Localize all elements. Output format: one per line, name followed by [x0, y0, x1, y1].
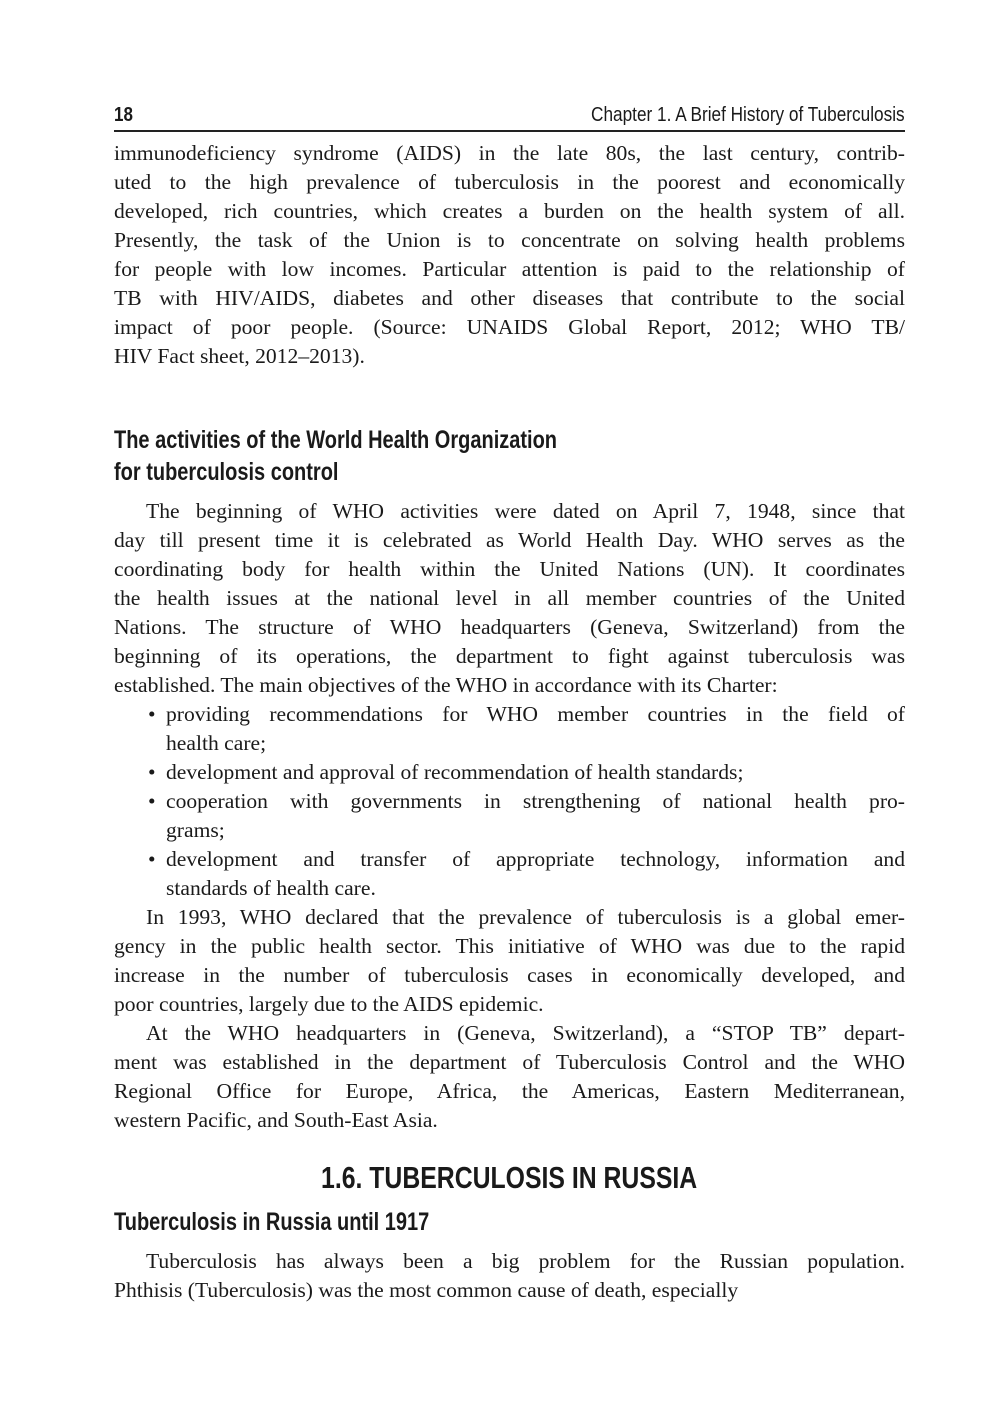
- paragraph-line: [114, 555, 905, 584]
- line-text: impact of poor people. (Source: UNAIDS Global Report, 2012; WHO TB/: [114, 315, 905, 339]
- line-text: In 1993, WHO declared that the prevalence of tuberculosis is a global emer-: [146, 905, 905, 929]
- paragraph-line: [114, 226, 905, 255]
- paragraph-line: [114, 903, 905, 932]
- line-text: standards of health care.: [166, 876, 376, 900]
- page-number: 18: [114, 104, 133, 126]
- paragraph-line: [114, 197, 905, 226]
- line-text: poor countries, largely due to the AIDS epidemic.: [114, 992, 544, 1016]
- paragraph-line: [114, 671, 905, 700]
- bullet-item-line: [114, 787, 905, 816]
- paragraph-russia: [114, 1247, 905, 1305]
- paragraph-line: [114, 990, 905, 1019]
- line-text: At the WHO headquarters in (Geneva, Switzerland), a “STOP TB” depart-: [146, 1021, 905, 1045]
- header-rule: [114, 130, 905, 132]
- line-text: western Pacific, and South-East Asia.: [114, 1108, 438, 1132]
- paragraph-line: [114, 139, 905, 168]
- paragraph-aids: [114, 139, 905, 371]
- section-title: 1.6. TUBERCULOSIS IN RUSSIA: [321, 1160, 698, 1195]
- line-text: cooperation with governments in strengthening of national health pro-: [166, 789, 905, 813]
- paragraph-line: [114, 1247, 905, 1276]
- line-text: Regional Office for Europe, Africa, the Americas, Eastern Mediterranean,: [114, 1079, 905, 1103]
- paragraph-line: [114, 497, 905, 526]
- line-text: TB with HIV/AIDS, diabetes and other diseases that contribute to the social: [114, 286, 905, 310]
- line-text: for people with low incomes. Particular attention is paid to the relationship of: [114, 257, 905, 281]
- running-title: Chapter 1. A Brief History of Tuberculosis: [591, 104, 905, 126]
- heading-who-activities-line1: The activities of the World Health Organization: [114, 426, 558, 454]
- heading-who-activities-line2: for tuberculosis control: [114, 458, 339, 486]
- line-text: Tuberculosis has always been a big problem for the Russian population.: [146, 1249, 905, 1273]
- paragraph-line: [114, 1077, 905, 1106]
- paragraph-line: [114, 255, 905, 284]
- paragraph-line: [114, 342, 905, 371]
- line-text: providing recommendations for WHO member countries in the field of: [166, 702, 905, 726]
- bullet-item-line: [114, 758, 905, 787]
- paragraph-line: [114, 932, 905, 961]
- paragraph-line: [114, 1048, 905, 1077]
- line-text: coordinating body for health within the United Nations (UN). It coordinates: [114, 557, 905, 581]
- section-title-wrap: [114, 1160, 905, 1196]
- bullet-item-line: [114, 874, 905, 903]
- paragraph-line: [114, 168, 905, 197]
- paragraph-line: [114, 1276, 905, 1305]
- line-text: immunodeficiency syndrome (AIDS) in the late 80s, the last century, contrib-: [114, 141, 905, 165]
- line-text: grams;: [166, 818, 225, 842]
- line-text: HIV Fact sheet, 2012–2013).: [114, 344, 365, 368]
- bullet-item-line: [114, 729, 905, 758]
- line-text: beginning of its operations, the department to fight against tuberculosis was: [114, 644, 905, 668]
- line-text: gency in the public health sector. This initiative of WHO was due to the rapid: [114, 934, 905, 958]
- bullet-icon: •: [148, 847, 156, 871]
- bullet-item-line: [114, 845, 905, 874]
- who-section-body: [114, 497, 905, 1135]
- line-text: developed, rich countries, which creates a burden on the health system of all.: [114, 199, 905, 223]
- line-text: uted to the high prevalence of tuberculosis in the poorest and economically: [114, 170, 905, 194]
- bullet-icon: •: [148, 789, 156, 813]
- line-text: development and approval of recommendation of health standards;: [166, 760, 744, 784]
- line-text: Phthisis (Tuberculosis) was the most common cause of death, especially: [114, 1278, 739, 1302]
- line-text: The beginning of WHO activities were dated on April 7, 1948, since that: [146, 499, 905, 523]
- paragraph-line: [114, 313, 905, 342]
- line-text: Nations. The structure of WHO headquarters (Geneva, Switzerland) from the: [114, 615, 905, 639]
- line-text: development and transfer of appropriate technology, information and: [166, 847, 905, 871]
- line-text: health care;: [166, 731, 267, 755]
- line-text: Presently, the task of the Union is to concentrate on solving health problems: [114, 228, 905, 252]
- paragraph-line: [114, 526, 905, 555]
- paragraph-line: [114, 284, 905, 313]
- bullet-icon: •: [148, 760, 156, 784]
- paragraph-line: [114, 961, 905, 990]
- line-text: day till present time it is celebrated as World Health Day. WHO serves as the: [114, 528, 905, 552]
- paragraph-line: [114, 613, 905, 642]
- line-text: increase in the number of tuberculosis cases in economically developed, and: [114, 963, 905, 987]
- bullet-item-line: [114, 816, 905, 845]
- paragraph-line: [114, 584, 905, 613]
- paragraph-line: [114, 1106, 905, 1135]
- bullet-item-line: [114, 700, 905, 729]
- line-text: the health issues at the national level in all member countries of the United: [114, 586, 905, 610]
- line-text: established. The main objectives of the WHO in accordance with its Charter:: [114, 673, 778, 697]
- bullet-icon: •: [148, 702, 156, 726]
- paragraph-line: [114, 642, 905, 671]
- paragraph-line: [114, 1019, 905, 1048]
- line-text: ment was established in the department of Tuberculosis Control and the WHO: [114, 1050, 905, 1074]
- heading-russia-until-1917: Tuberculosis in Russia until 1917: [114, 1208, 430, 1236]
